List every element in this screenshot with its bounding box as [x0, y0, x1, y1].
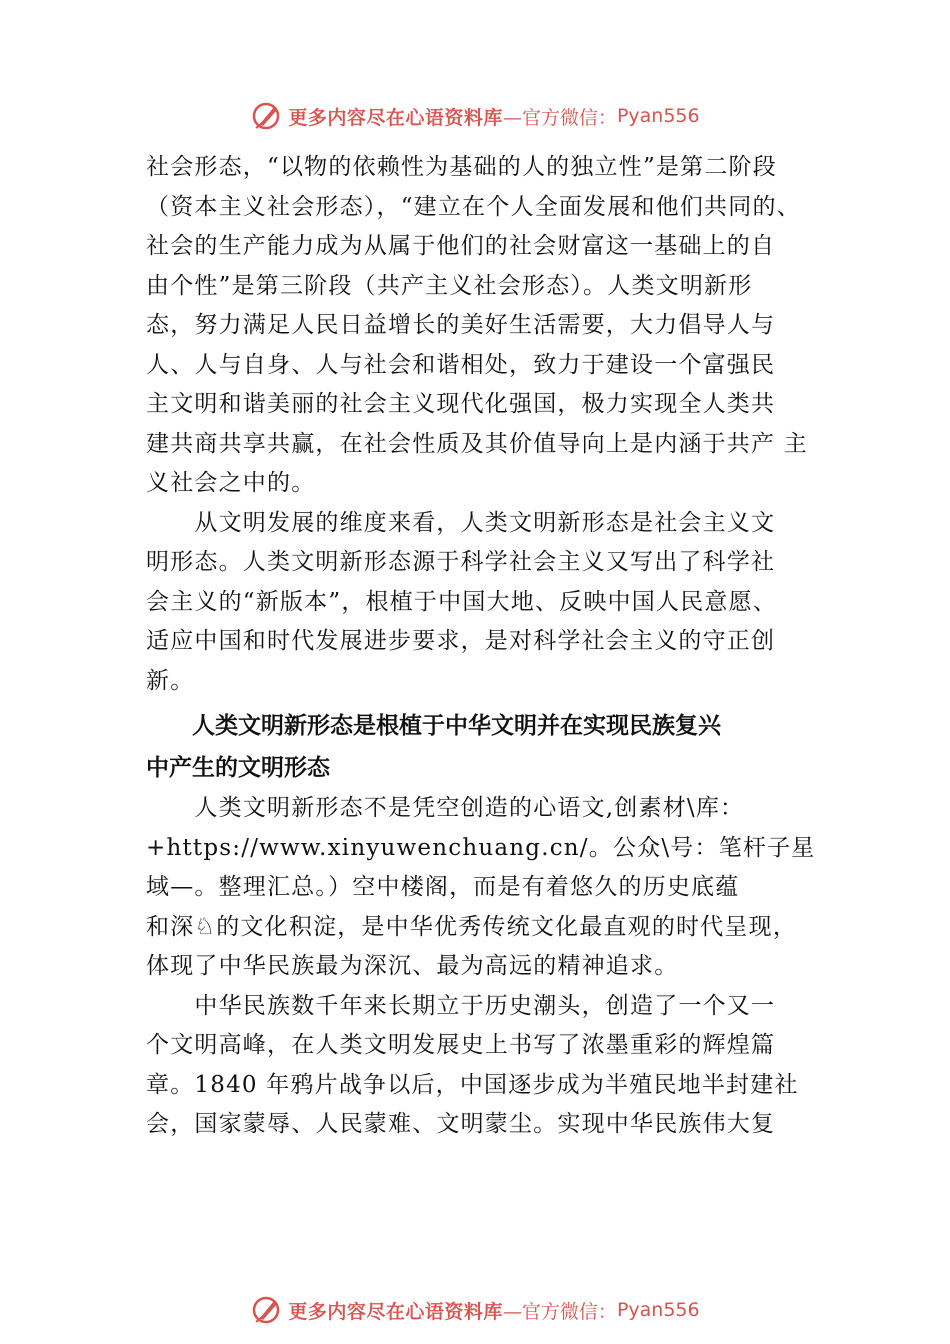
header-banner: [0, 96, 950, 136]
document-body: [146, 148, 836, 1145]
text-line: （资本主义社会形态），“建立在个人全面发展和他们共同的、: [146, 193, 801, 220]
text-line: 义社会之中的。: [146, 470, 316, 496]
text-line: 个文明高峰，在人类文明发展史上书写了浓墨重彩的辉煌篇: [146, 1032, 776, 1058]
text-line: +https://www.xinyuwenchuang.cn/。公众\号：笔杆子星: [146, 834, 816, 861]
text-line: 域—。整理汇总。）空中楼阁，而是有着悠久的历史底蕴: [146, 874, 740, 900]
quill-logo-icon: [250, 99, 284, 133]
section-heading: [146, 705, 836, 789]
text-line: 会主义的“新版本”，根植于中国大地、反映中国人民意愿、: [146, 588, 777, 615]
text-line: 建共商共享共赢，在社会性质及其价值导向上是内涵于共产 主: [146, 430, 808, 457]
text-line: 章。1840 年鸦片战争以后，中国逐步成为半殖民地半封建社: [146, 1071, 799, 1098]
text-line: 由个性”是第三阶段（共产主义社会形态）。人类文明新形: [146, 272, 753, 299]
text-line: 会，国家蒙辱、人民蒙难、文明蒙尘。实现中华民族伟大复: [146, 1111, 776, 1137]
text-line: 人类文明新形态不是凭空创造的心语文,创素材\库：: [146, 795, 745, 821]
text-line: 明形态。人类文明新形态源于科学社会主义又写出了科学社: [146, 549, 776, 575]
paragraph-2: [146, 504, 836, 702]
banner-main-text: 更多内容尽在心语资料库: [288, 1300, 503, 1323]
text-line: 适应中国和时代发展进步要求，是对科学社会主义的守正创: [146, 628, 776, 654]
paragraph-1: [146, 148, 836, 504]
banner-main-text: 更多内容尽在心语资料库: [288, 106, 503, 129]
text-line: 人、人与自身、人与社会和谐相处，致力于建设一个富强民: [146, 351, 776, 378]
text-line: 中华民族数千年来长期立于历史潮头，创造了一个又一: [146, 992, 776, 1019]
text-line: 新。: [146, 667, 195, 694]
banner-wechat-id: Pyan556: [616, 1299, 700, 1321]
text-line: 和深♘的文化积淀，是中华优秀传统文化最直观的时代呈现，: [146, 913, 798, 940]
heading-line: 人类文明新形态是根植于中华文明并在实现民族复兴: [146, 713, 721, 739]
text-line: 社会形态，“以物的依赖性为基础的人的独立性”是第二阶段: [146, 154, 777, 180]
text-line: 主文明和谐美丽的社会主义现代化强国，极力实现全人类共: [146, 391, 776, 417]
text-line: 态，努力满足人民日益增长的美好生活需要，大力倡导人与: [146, 312, 776, 338]
banner-separator-text: —官方微信：: [502, 1300, 617, 1323]
paragraph-3: [146, 789, 836, 987]
text-line: 从文明发展的维度来看，人类文明新形态是社会主义文: [146, 509, 776, 536]
text-line: 体现了中华民族最为深沉、最为高远的精神追求。: [146, 953, 679, 979]
footer-banner: [0, 1290, 950, 1330]
text-line: 社会的生产能力成为从属于他们的社会财富这一基础上的自: [146, 233, 776, 259]
banner-separator-text: —官方微信：: [502, 106, 617, 129]
paragraph-4: [146, 987, 836, 1145]
heading-line: 中产生的文明形态: [146, 755, 330, 781]
banner-wechat-id: Pyan556: [616, 105, 700, 127]
quill-logo-icon: [250, 1293, 284, 1327]
